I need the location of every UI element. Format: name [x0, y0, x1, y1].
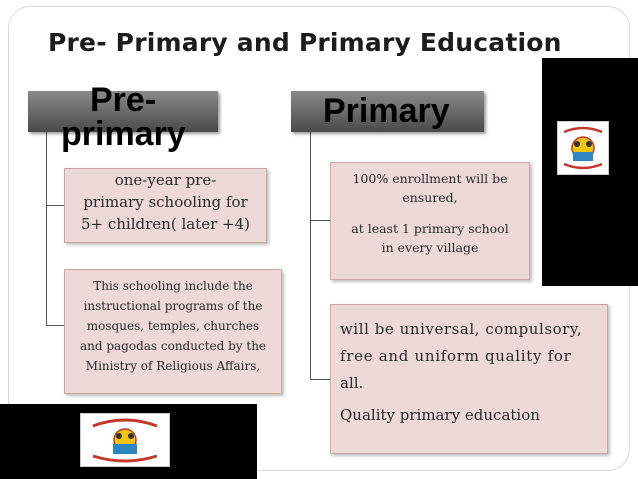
pre-primary-connector-vertical — [46, 132, 47, 326]
card-line: one-year pre- — [114, 171, 217, 189]
card-line: at least 1 primary school — [351, 221, 509, 236]
card-line: in every village — [381, 240, 479, 255]
primary-connector-vertical — [310, 132, 311, 380]
card-line: primary schooling for — [83, 193, 248, 211]
slide-title: Pre- Primary and Primary Education — [48, 28, 562, 57]
pre-primary-connector-h2 — [46, 325, 64, 326]
card-line: instructional programs of the — [83, 299, 263, 313]
card-line: Ministry of Religious Affairs, — [85, 359, 261, 373]
card-line: all. — [340, 374, 364, 392]
card-line: Quality primary education — [340, 406, 540, 424]
pre-primary-card-1 — [64, 168, 267, 243]
card-line: free and uniform quality for — [340, 347, 572, 365]
pre-primary-header-line2: primary — [61, 115, 186, 153]
education-logo-icon — [81, 414, 169, 466]
education-logo-icon — [558, 122, 608, 174]
primary-header-label: Primary — [323, 92, 450, 130]
pre-primary-header — [28, 81, 218, 153]
pre-primary-header-line1: Pre- — [90, 81, 157, 119]
card-line: mosques, temples, churches — [86, 319, 260, 333]
primary-connector-h1 — [310, 220, 330, 221]
card-line: 5+ children( later +4) — [80, 215, 250, 233]
card-line: ensured, — [402, 190, 458, 205]
card-line: will be universal, compulsory, — [340, 320, 583, 338]
education-logo-icon — [80, 413, 170, 467]
primary-card-1 — [330, 162, 530, 280]
education-logo-icon — [557, 121, 609, 175]
card-line: This schooling include the — [93, 279, 253, 293]
primary-connector-h2 — [310, 379, 330, 380]
primary-header — [291, 91, 484, 132]
primary-card-2 — [330, 304, 608, 454]
pre-primary-connector-h1 — [46, 205, 64, 206]
pre-primary-card-2 — [64, 269, 282, 394]
card-line: 100% enrollment will be — [352, 171, 508, 186]
card-line: and pagodas conducted by the — [79, 339, 267, 353]
